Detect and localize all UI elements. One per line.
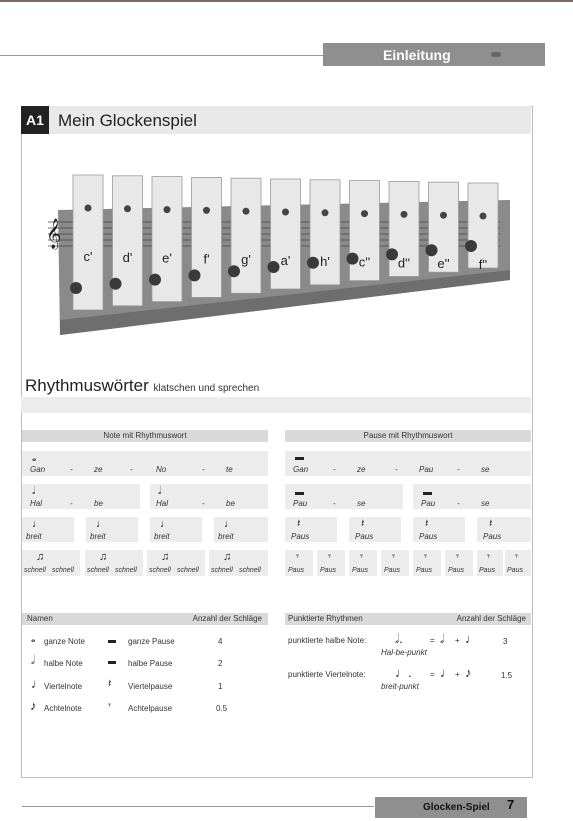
half-note-icon: 𝅗𝅥 [32, 485, 36, 497]
section-badge: A1 [21, 106, 49, 134]
syllable: Paus [479, 567, 495, 574]
bar-label: e'' [437, 256, 450, 272]
names-row [22, 655, 268, 671]
dotted-label: punktierte Viertelnote: [288, 670, 366, 679]
bar-label: d' [122, 249, 133, 265]
syllable: schnell [239, 567, 261, 574]
half-rest-icon [295, 492, 304, 495]
syllable: Hal [30, 499, 43, 508]
syllable: Paus [416, 567, 432, 574]
quarter-rest-icon: 𝄽 [489, 518, 493, 530]
rest-cell-eighth [477, 550, 503, 576]
rest-cell-quarter [413, 517, 465, 542]
eighth-rest-icon: 𝄾 [360, 551, 363, 563]
rest-cell-half [413, 484, 531, 509]
note-cell-eighth-pair [147, 550, 205, 576]
rest-row-whole [285, 451, 531, 476]
beats: 4 [218, 637, 223, 646]
beamed-eighths-icon: ♫ [161, 551, 170, 563]
quarter-note-icon: ♩ [224, 518, 235, 530]
plus-sign: + [455, 636, 460, 645]
eighth-rest-icon: 𝄾 [392, 551, 395, 563]
beamed-eighths-icon: ♫ [36, 551, 45, 563]
quarter-rest-icon: 𝄽 [108, 678, 112, 690]
bar-label: f'' [478, 257, 488, 272]
chapter-title: Einleitung [383, 47, 451, 63]
note-cell-eighth-pair [209, 550, 268, 576]
quarter-rest-icon: 𝄽 [297, 518, 301, 530]
bar-label: h' [320, 253, 330, 269]
note-cell-quarter [214, 517, 268, 542]
syllable: schnell [149, 567, 171, 574]
top-edge [0, 0, 573, 2]
glockenspiel-bar [386, 181, 419, 276]
dotted-word: Hal-be-punkt [381, 648, 427, 657]
quarter-rest-icon: 𝄽 [425, 518, 429, 530]
bar-label: g' [241, 252, 251, 268]
syllable: schnell [177, 567, 199, 574]
eighth-rest-icon: 𝄾 [487, 551, 490, 563]
syllable: - [457, 465, 460, 474]
syllable: Paus [291, 532, 310, 541]
syllable: ze [357, 465, 366, 474]
whole-note-icon: 𝅝 [32, 452, 37, 464]
footer-book-title: Glocken-Spiel [423, 802, 490, 813]
syllable: be [226, 499, 235, 508]
glockenspiel-bar [347, 181, 380, 281]
syllable: se [357, 499, 366, 508]
bar-label: c' [83, 249, 93, 264]
header-rule [0, 55, 330, 56]
eighth-rest-icon: 𝄾 [456, 551, 459, 563]
syllable: Paus [320, 567, 336, 574]
bar-label: e' [162, 250, 172, 266]
names-header [22, 613, 268, 625]
half-note-icon: 𝅗𝅥 [440, 631, 445, 646]
syllable: Paus [419, 532, 438, 541]
half-rest-icon [108, 661, 116, 664]
note-cell-half [150, 484, 268, 509]
beats: 2 [218, 659, 223, 668]
syllable: Gan [293, 465, 309, 474]
bar-label: d'' [397, 255, 411, 271]
syllable: Hal [156, 499, 169, 508]
quarter-note-icon: ♩ [96, 518, 107, 530]
svg-text:𝄞: 𝄞 [46, 219, 62, 249]
whole-note-icon: 𝅝 [31, 633, 36, 645]
half-rest-icon [423, 492, 432, 495]
bar-label: f' [203, 251, 210, 267]
syllable: - [70, 465, 73, 474]
rest-cell-quarter [349, 517, 401, 542]
syllable: be [94, 499, 103, 508]
glockenspiel-bar [307, 180, 340, 285]
half-note-icon: 𝅗𝅥 [31, 653, 35, 667]
eighth-rest-icon: 𝄾 [515, 551, 518, 563]
beats: 3 [503, 637, 508, 646]
names-header-right: Anzahl der Schläge [192, 614, 262, 623]
eighth-rest-icon: 𝄾 [328, 551, 331, 563]
names-row [22, 633, 268, 649]
syllable: - [202, 499, 205, 508]
syllable: - [70, 499, 73, 508]
syllable: schnell [211, 567, 233, 574]
rhythm-title-bar [21, 397, 531, 413]
quarter-note-icon: ♩ [32, 518, 43, 530]
rhythm-title-row [25, 376, 259, 396]
note-cell-eighth-pair [85, 550, 143, 576]
rest-cell-eighth [381, 550, 409, 576]
syllable: Pau [421, 499, 436, 508]
rest-column-header: Pause mit Rhythmuswort [285, 430, 531, 442]
rest-cell-eighth [285, 550, 313, 576]
equals-sign: = [430, 670, 435, 679]
rest-cell-eighth [505, 550, 531, 576]
syllable: Paus [355, 532, 374, 541]
bar-label: c'' [358, 254, 371, 270]
syllable: - [333, 499, 336, 508]
syllable: Paus [448, 567, 464, 574]
syllable: Paus [507, 567, 523, 574]
section-title: Mein Glockenspiel [58, 111, 197, 130]
chapter-tab [323, 43, 545, 66]
quarter-note-icon: ♩ [465, 631, 478, 646]
syllable: breit [90, 532, 106, 541]
syllable: Paus [384, 567, 400, 574]
glockenspiel-illustration [40, 170, 515, 345]
page-number: 7 [507, 797, 515, 812]
syllable: Paus [483, 532, 502, 541]
note-row-whole [22, 451, 268, 476]
syllable: schnell [115, 567, 137, 574]
rest-cell-quarter [477, 517, 531, 542]
note-column-header: Note mit Rhythmuswort [22, 430, 268, 442]
eighth-note-icon: ♪ [465, 665, 472, 680]
beamed-eighths-icon: ♫ [223, 551, 232, 563]
syllable: Pau [419, 465, 434, 474]
rest-name: Viertelpause [128, 682, 173, 691]
syllable: schnell [87, 567, 109, 574]
eighth-note-icon: ♪ [30, 698, 37, 713]
dotted-header-left: Punktierte Rhythmen [288, 614, 363, 623]
eighth-rest-icon: 𝄾 [296, 551, 299, 563]
names-header-left: Namen [27, 614, 53, 623]
names-row [22, 678, 268, 694]
syllable: breit [154, 532, 170, 541]
rest-cell-eighth [317, 550, 345, 576]
syllable: se [481, 499, 490, 508]
note-cell-quarter [86, 517, 138, 542]
glockenspiel-bar [149, 177, 182, 302]
beats: 0.5 [216, 704, 228, 713]
syllable: Pau [293, 499, 308, 508]
dotted-header [285, 613, 531, 625]
glockenspiel-bar [228, 178, 261, 293]
rest-cell-eighth [413, 550, 441, 576]
rest-name: ganze Pause [128, 637, 175, 646]
syllable: breit [26, 532, 42, 541]
syllable: No [156, 465, 167, 474]
note-name: Viertelnote [44, 682, 83, 691]
syllable: - [395, 465, 398, 474]
dotted-header-right: Anzahl der Schläge [456, 614, 526, 623]
dotted-row [285, 633, 531, 659]
plus-sign: + [455, 670, 460, 679]
syllable: schnell [24, 567, 46, 574]
syllable: Gan [30, 465, 46, 474]
syllable: - [457, 499, 460, 508]
note-cell-quarter [150, 517, 202, 542]
syllable: schnell [52, 567, 74, 574]
footer-rule [22, 806, 374, 807]
dotted-table [285, 633, 531, 693]
note-cell-quarter [22, 517, 74, 542]
quarter-note-icon: ♩ [160, 518, 171, 530]
syllable: - [333, 465, 336, 474]
rest-cell-eighth [445, 550, 473, 576]
glockenspiel-bar [189, 177, 222, 297]
note-name: halbe Note [44, 659, 83, 668]
rest-cell-half [285, 484, 403, 509]
names-row [22, 700, 268, 716]
syllable: ze [94, 465, 103, 474]
bar-label: a' [280, 253, 291, 268]
dotted-row [285, 667, 531, 693]
whole-rest-icon [295, 457, 304, 460]
glockenspiel-bar [110, 176, 143, 306]
glockenspiel-bar [426, 182, 459, 272]
beats: 1.5 [501, 671, 513, 680]
eighth-rest-icon: 𝄾 [424, 551, 427, 563]
glockenspiel-bar [268, 179, 301, 289]
syllable: - [202, 465, 205, 474]
syllable: te [226, 465, 233, 474]
dotted-label: punktierte halbe Note: [288, 636, 367, 645]
syllable: - [130, 465, 133, 474]
beamed-eighths-icon: ♫ [99, 551, 108, 563]
note-name: ganze Note [44, 637, 85, 646]
note-name: Achtelnote [44, 704, 82, 713]
rhythm-title: Rhythmuswörter [25, 376, 149, 395]
quarter-rest-icon: 𝄽 [361, 518, 365, 530]
dotted-half-note-icon: 𝅗𝅥. [395, 631, 403, 646]
whole-rest-icon [108, 640, 116, 643]
equals-sign: = [430, 636, 435, 645]
pin-icon [491, 52, 501, 57]
rest-name: halbe Pause [128, 659, 173, 668]
syllable: breit [218, 532, 234, 541]
dotted-quarter-note-icon: ♩. [395, 665, 412, 680]
half-note-icon: 𝅗𝅥 [158, 485, 162, 497]
eighth-rest-icon: 𝄾 [108, 700, 111, 712]
dotted-word: breit-punkt [381, 682, 419, 691]
rest-cell-quarter [285, 517, 337, 542]
rest-cell-eighth [349, 550, 377, 576]
quarter-note-icon: ♩ [440, 665, 453, 680]
glockenspiel-bar [70, 175, 103, 310]
rest-name: Achtelpause [128, 704, 173, 713]
syllable: se [481, 465, 490, 474]
note-cell-eighth-pair [22, 550, 80, 576]
rhythm-subtitle: klatschen und sprechen [153, 383, 260, 394]
syllable: Paus [288, 567, 304, 574]
names-table [22, 633, 268, 723]
glockenspiel-bar [465, 183, 498, 272]
quarter-note-icon: ♩ [31, 676, 44, 691]
syllable: Paus [352, 567, 368, 574]
footer-tab [375, 797, 527, 818]
note-cell-half [22, 484, 140, 509]
beats: 1 [218, 682, 223, 691]
